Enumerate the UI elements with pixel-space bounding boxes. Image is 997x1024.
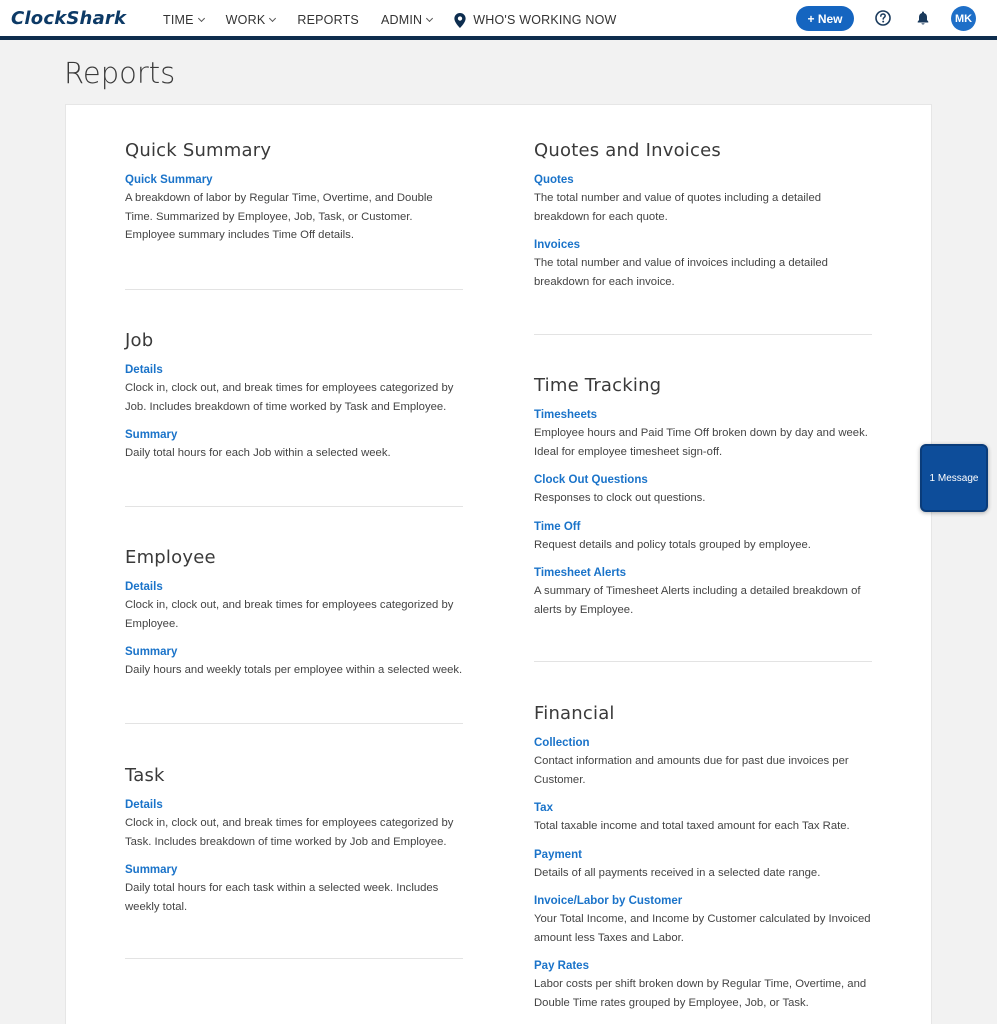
report-entry [534, 564, 872, 619]
report-entry [534, 892, 872, 947]
report-entry [534, 406, 872, 461]
new-button[interactable]: + New [796, 6, 854, 31]
task-summary-link[interactable]: Summary [125, 864, 178, 876]
report-description: Contact information and amounts due for past due invoices per Customer. [534, 755, 849, 786]
report-description: Daily hours and weekly totals per employee within a selected week. [125, 664, 463, 676]
nav-whos-working[interactable] [454, 13, 616, 28]
report-entry [125, 171, 463, 245]
report-entry [534, 799, 872, 836]
collection-link[interactable]: Collection [534, 737, 590, 749]
section-title: Quotes and Invoices [534, 140, 721, 161]
report-description: A breakdown of labor by Regular Time, Overtime, and Double Time. Summarized by Employee, Job, Task, or Customer. Employee summary includes Time Off details. [125, 192, 433, 241]
section-title: Job [125, 330, 154, 351]
report-description: Your Total Income, and Income by Customer calculated by Invoiced amount less Taxes and Labor. [534, 913, 871, 944]
section-divider [534, 661, 872, 662]
chevron-down-icon [269, 15, 276, 22]
pay-rates-link[interactable]: Pay Rates [534, 960, 589, 972]
section-time-tracking [534, 375, 872, 629]
section-title: Financial [534, 703, 615, 724]
report-description: The total number and value of invoices including a detailed breakdown for each invoice. [534, 257, 828, 288]
report-entry [534, 957, 872, 1012]
report-description: Responses to clock out questions. [534, 492, 706, 504]
map-pin-icon [454, 13, 466, 28]
tax-link[interactable]: Tax [534, 802, 553, 814]
section-divider [125, 723, 463, 724]
message-widget-button[interactable]: 1 Message [920, 444, 988, 512]
user-avatar[interactable]: MK [951, 6, 976, 31]
timesheet-alerts-link[interactable]: Timesheet Alerts [534, 567, 627, 579]
report-description: Daily total hours for each Job within a selected week. [125, 447, 391, 459]
report-description: A summary of Timesheet Alerts including a detailed breakdown of alerts by Employee. [534, 585, 861, 616]
report-entry [125, 361, 463, 416]
report-description: Request details and policy totals grouped by employee. [534, 538, 811, 551]
nav-whos-working-label: WHO'S WORKING NOW [473, 13, 617, 27]
nav-time-label: TIME [163, 13, 194, 27]
report-entry [534, 846, 872, 883]
timesheets-link[interactable]: Timesheets [534, 409, 598, 421]
section-title: Employee [125, 547, 216, 568]
quotes-link[interactable]: Quotes [534, 174, 574, 186]
report-description: Clock in, clock out, and break times for employees categorized by Task. Includes breakdown of time worked by Job and Employee. [125, 817, 454, 848]
section-divider [534, 334, 872, 335]
report-description: Labor costs per shift broken down by Regular Time, Overtime, and Double Time rates grouped by Employee, Job, or Task. [534, 978, 867, 1009]
task-details-link[interactable]: Details [125, 799, 163, 811]
job-summary-link[interactable]: Summary [125, 429, 178, 441]
quick-summary-link[interactable]: Quick Summary [125, 174, 213, 186]
section-financial [534, 703, 872, 1022]
report-description: Daily total hours for each task within a selected week. Includes weekly total. [125, 882, 439, 913]
report-entry [534, 518, 872, 555]
nav-admin-label: ADMIN [380, 13, 423, 27]
section-job [125, 330, 463, 473]
report-entry [125, 861, 463, 916]
bell-icon[interactable] [915, 10, 931, 26]
section-divider [125, 506, 463, 507]
report-description: Details of all payments received in a selected date range. [534, 866, 821, 879]
invoices-link[interactable]: Invoices [534, 239, 581, 251]
section-quotes-invoices [534, 140, 872, 301]
report-entry [534, 734, 872, 789]
report-entry [125, 578, 463, 633]
report-description: The total number and value of quotes including a detailed breakdown for each quote. [534, 192, 822, 223]
nav-admin[interactable] [381, 13, 432, 27]
section-task [125, 765, 463, 926]
report-entry [534, 171, 872, 226]
chevron-down-icon [426, 15, 433, 22]
payment-link[interactable]: Payment [534, 848, 582, 861]
report-entry [534, 236, 872, 291]
job-details-link[interactable]: Details [125, 364, 163, 376]
section-title: Task [125, 765, 165, 786]
report-entry [125, 426, 463, 463]
section-quick-summary [125, 140, 463, 255]
section-divider [125, 289, 463, 290]
report-description: Employee hours and Paid Time Off broken down by day and week. Ideal for employee timesheet sign-off. [534, 427, 868, 458]
invoice-labor-by-customer-link[interactable]: Invoice/Labor by Customer [534, 895, 683, 907]
nav-work-label: WORK [225, 13, 266, 27]
main-nav [163, 0, 639, 40]
report-entry [125, 643, 463, 680]
page-title: Reports [64, 56, 176, 90]
clock-out-questions-link[interactable]: Clock Out Questions [534, 474, 648, 486]
section-title: Time Tracking [534, 375, 662, 396]
nav-reports-label: REPORTS [297, 13, 359, 27]
section-divider [125, 958, 463, 959]
nav-reports[interactable] [297, 13, 359, 27]
report-description: Total taxable income and total taxed amount for each Tax Rate. [534, 820, 850, 832]
employee-summary-link[interactable]: Summary [125, 646, 178, 658]
report-entry [125, 796, 463, 851]
question-circle-icon[interactable] [875, 10, 891, 26]
report-description: Clock in, clock out, and break times for employees categorized by Employee. [125, 599, 454, 630]
section-employee [125, 547, 463, 690]
report-entry [534, 471, 872, 508]
nav-work[interactable] [226, 13, 276, 27]
section-title: Quick Summary [125, 140, 272, 161]
nav-time[interactable] [163, 13, 204, 27]
employee-details-link[interactable]: Details [125, 581, 163, 593]
time-off-link[interactable]: Time Off [534, 520, 581, 533]
top-navbar [0, 0, 997, 40]
chevron-down-icon [198, 15, 205, 22]
report-description: Clock in, clock out, and break times for employees categorized by Job. Includes breakdown of time worked by Task and Employee. [125, 382, 454, 413]
clockshark-logo[interactable]: ClockShark [11, 8, 127, 29]
